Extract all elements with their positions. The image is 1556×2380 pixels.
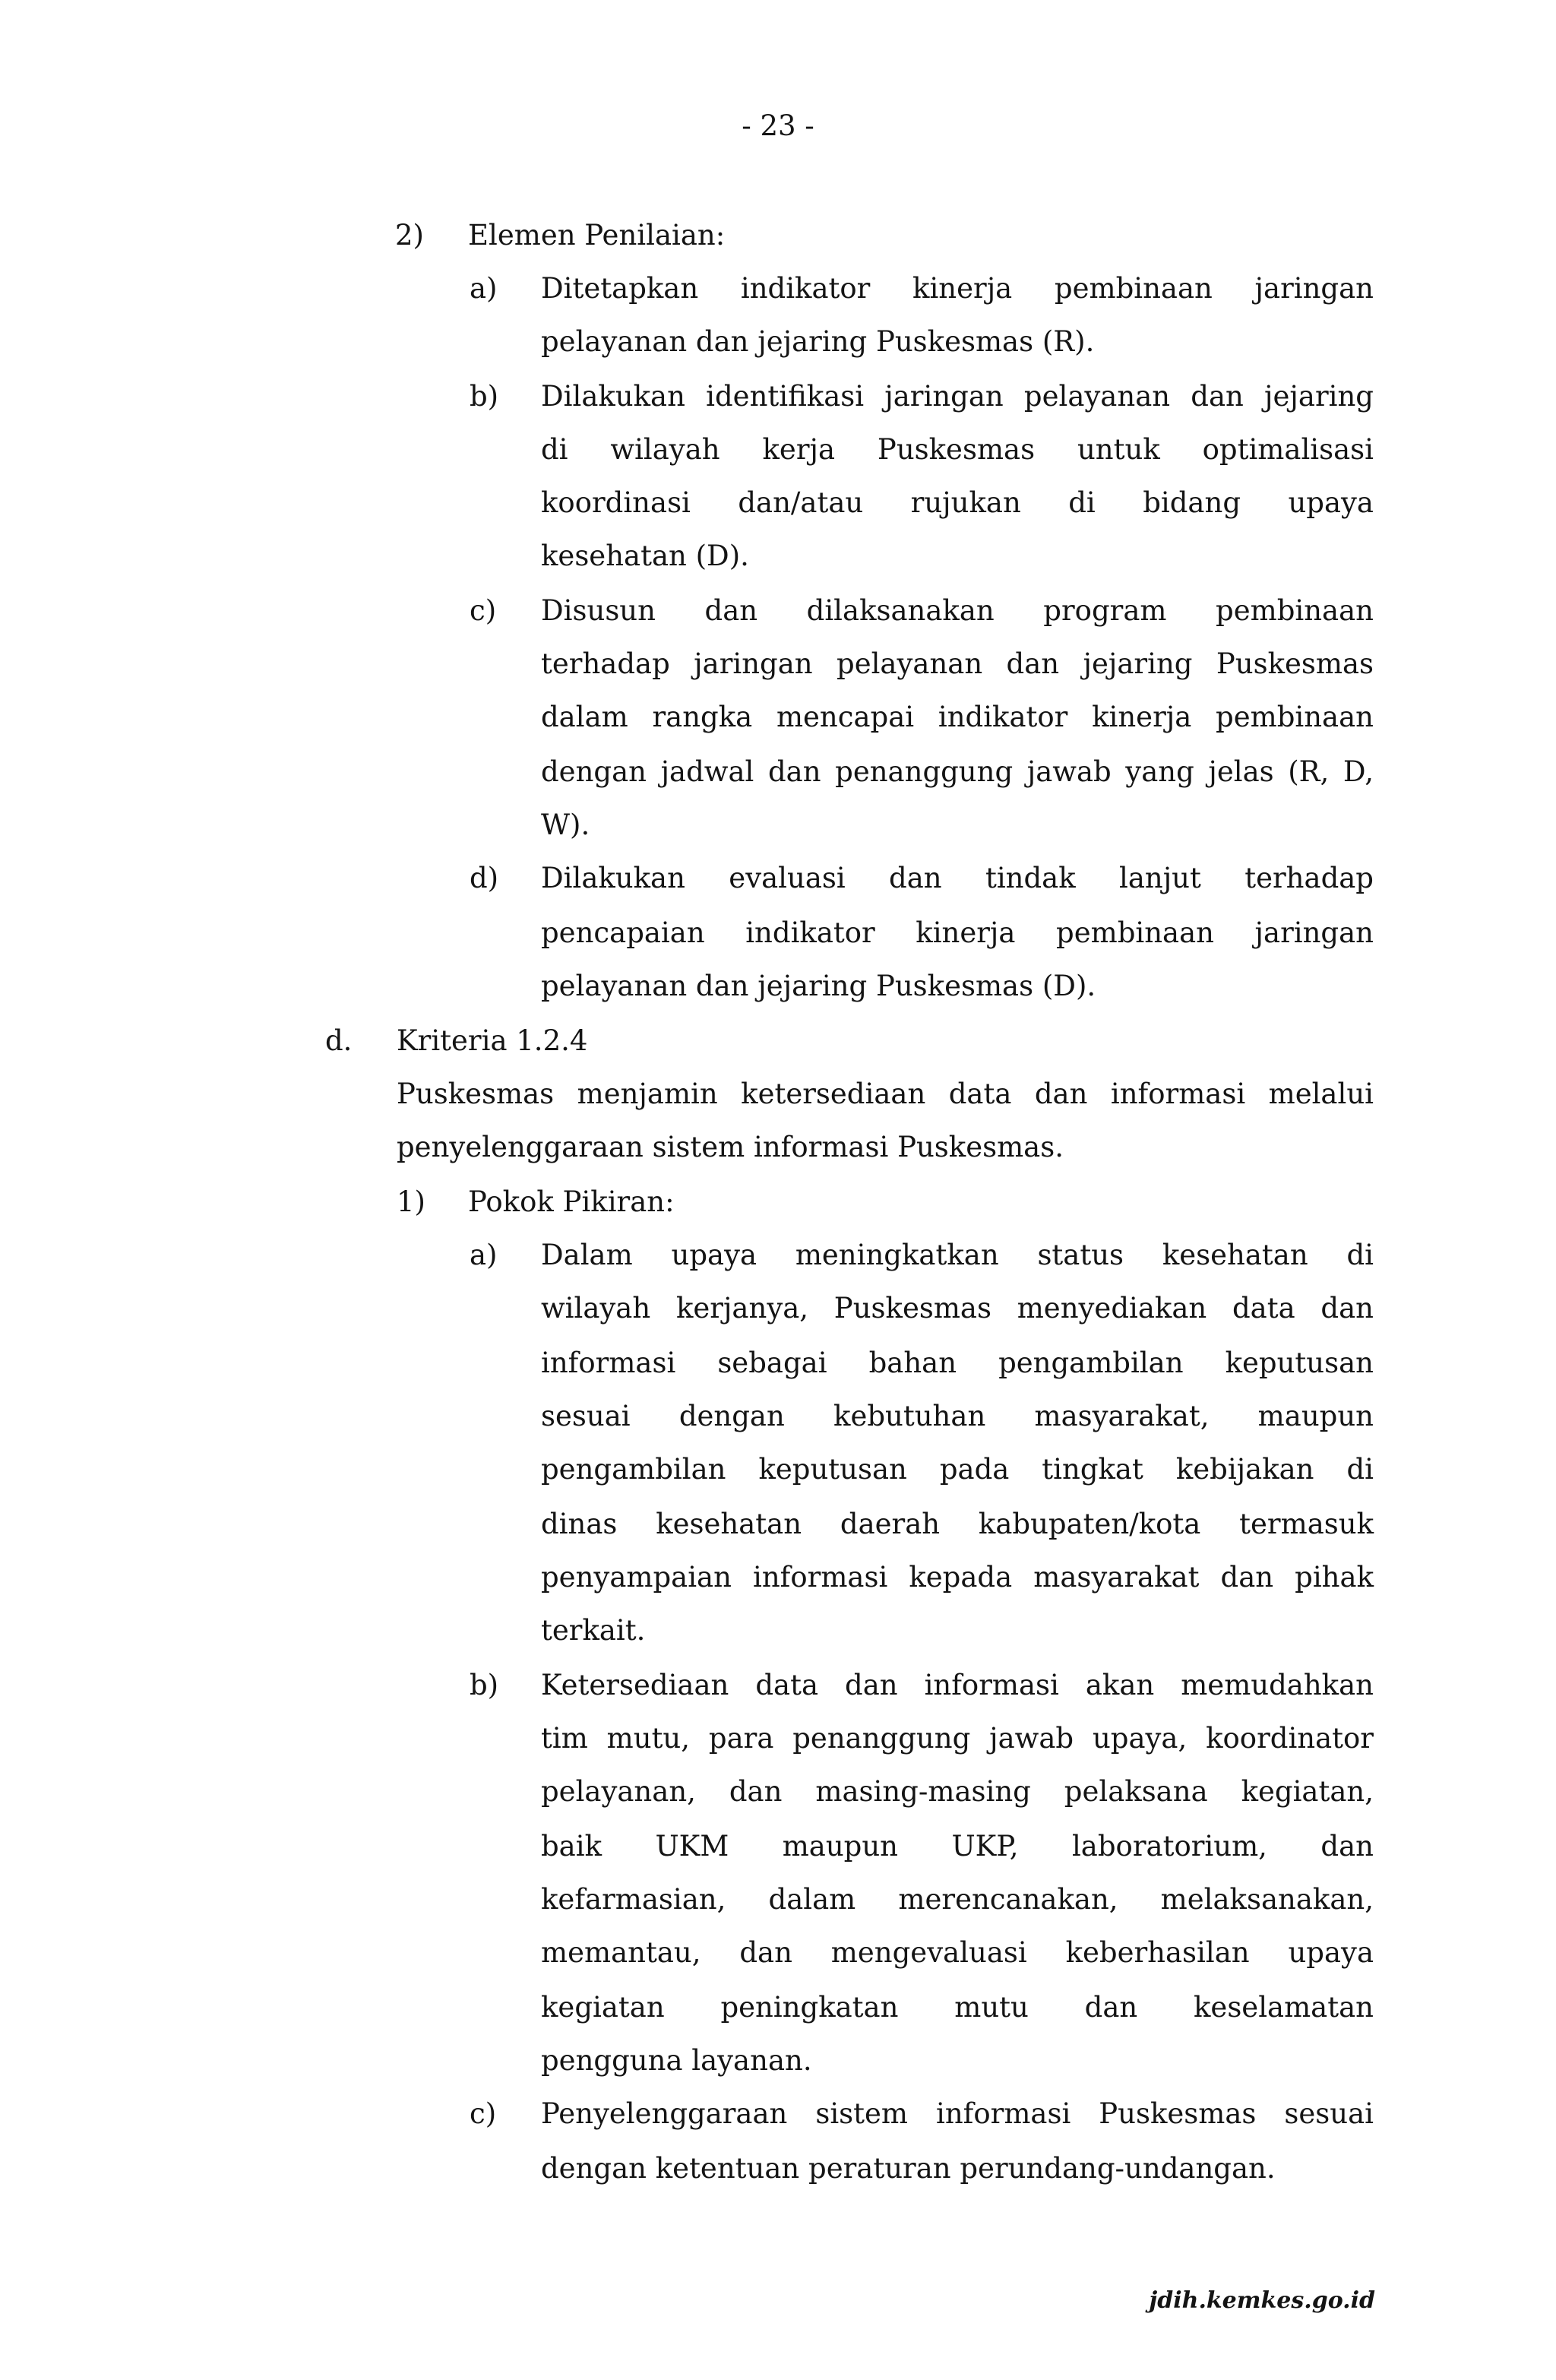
text-line: pengambilan keputusan pada tingkat kebijakan di	[541, 1453, 1374, 1486]
text-line: dinas kesehatan daerah kabupaten/kota termasuk	[541, 1508, 1374, 1540]
text-line: Puskesmas menjamin ketersediaan data dan informasi melalui	[397, 1078, 1374, 1110]
text-line: Disusun dan dilaksanakan program pembinaan	[541, 594, 1374, 627]
item-label: c)	[470, 2097, 497, 2130]
item-label: a)	[470, 1239, 498, 1271]
text-line: baik UKM maupun UKP, laboratorium, dan	[541, 1830, 1374, 1863]
text-line: Dilakukan evaluasi dan tindak lanjut terhadap	[541, 862, 1374, 894]
text-line: terkait.	[541, 1614, 646, 1647]
text-line: penyelenggaraan sistem informasi Puskesmas.	[397, 1131, 1064, 1163]
text-line: dengan jadwal dan penanggung jawab yang jelas (R, D,	[541, 755, 1374, 788]
text-line: Dilakukan identifikasi jaringan pelayanan dan jejaring	[541, 380, 1374, 413]
kriteria-title: Kriteria 1.2.4	[397, 1024, 588, 1057]
text-line: pelayanan, dan masing-masing pelaksana kegiatan,	[541, 1775, 1374, 1808]
text-line: kefarmasian, dalam merencanakan, melaksanakan,	[541, 1883, 1374, 1916]
section-heading: Elemen Penilaian:	[468, 219, 726, 252]
text-line: tim mutu, para penanggung jawab upaya, koordinator	[541, 1722, 1374, 1755]
item-label: d)	[470, 862, 499, 894]
text-line: kesehatan (D).	[541, 540, 749, 572]
footer-source-link[interactable]: jdih.kemkes.go.id	[1149, 2287, 1375, 2314]
text-line: Dalam upaya meningkatkan status kesehatan di	[541, 1239, 1374, 1271]
text-line: W).	[541, 809, 590, 841]
page-number: - 23 -	[742, 109, 814, 142]
item-label: c)	[470, 594, 497, 627]
item-number: 1)	[397, 1185, 425, 1218]
text-line: kegiatan peningkatan mutu dan keselamatan	[541, 1991, 1374, 2024]
text-line: dalam rangka mencapai indikator kinerja pembinaan	[541, 701, 1374, 733]
text-line: dengan ketentuan peraturan perundang-undangan.	[541, 2152, 1276, 2185]
item-label: b)	[470, 380, 499, 413]
text-line: koordinasi dan/atau rujukan di bidang upaya	[541, 486, 1374, 519]
text-line: pengguna layanan.	[541, 2044, 812, 2077]
text-line: terhadap jaringan pelayanan dan jejaring Puskesmas	[541, 647, 1374, 680]
item-label: a)	[470, 272, 498, 305]
text-line: memantau, dan mengevaluasi keberhasilan upaya	[541, 1936, 1374, 1969]
text-line: Penyelenggaraan sistem informasi Puskesmas sesuai	[541, 2097, 1374, 2130]
text-line: Ditetapkan indikator kinerja pembinaan jaringan	[541, 272, 1374, 305]
text-line: di wilayah kerja Puskesmas untuk optimalisasi	[541, 433, 1374, 466]
text-line: sesuai dengan kebutuhan masyarakat, maupun	[541, 1400, 1374, 1432]
text-line: informasi sebagai bahan pengambilan keputusan	[541, 1347, 1374, 1379]
text-line: pencapaian indikator kinerja pembinaan jaringan	[541, 916, 1374, 949]
text-line: pelayanan dan jejaring Puskesmas (R).	[541, 325, 1095, 358]
section-heading: Pokok Pikiran:	[468, 1185, 675, 1218]
item-label: b)	[470, 1669, 499, 1701]
kriteria-label: d.	[325, 1024, 353, 1057]
text-line: pelayanan dan jejaring Puskesmas (D).	[541, 970, 1096, 1002]
text-line: penyampaian informasi kepada masyarakat dan pihak	[541, 1561, 1374, 1594]
text-line: wilayah kerjanya, Puskesmas menyediakan data dan	[541, 1292, 1374, 1325]
text-line: Ketersediaan data dan informasi akan memudahkan	[541, 1669, 1374, 1701]
item-number: 2)	[395, 219, 424, 252]
